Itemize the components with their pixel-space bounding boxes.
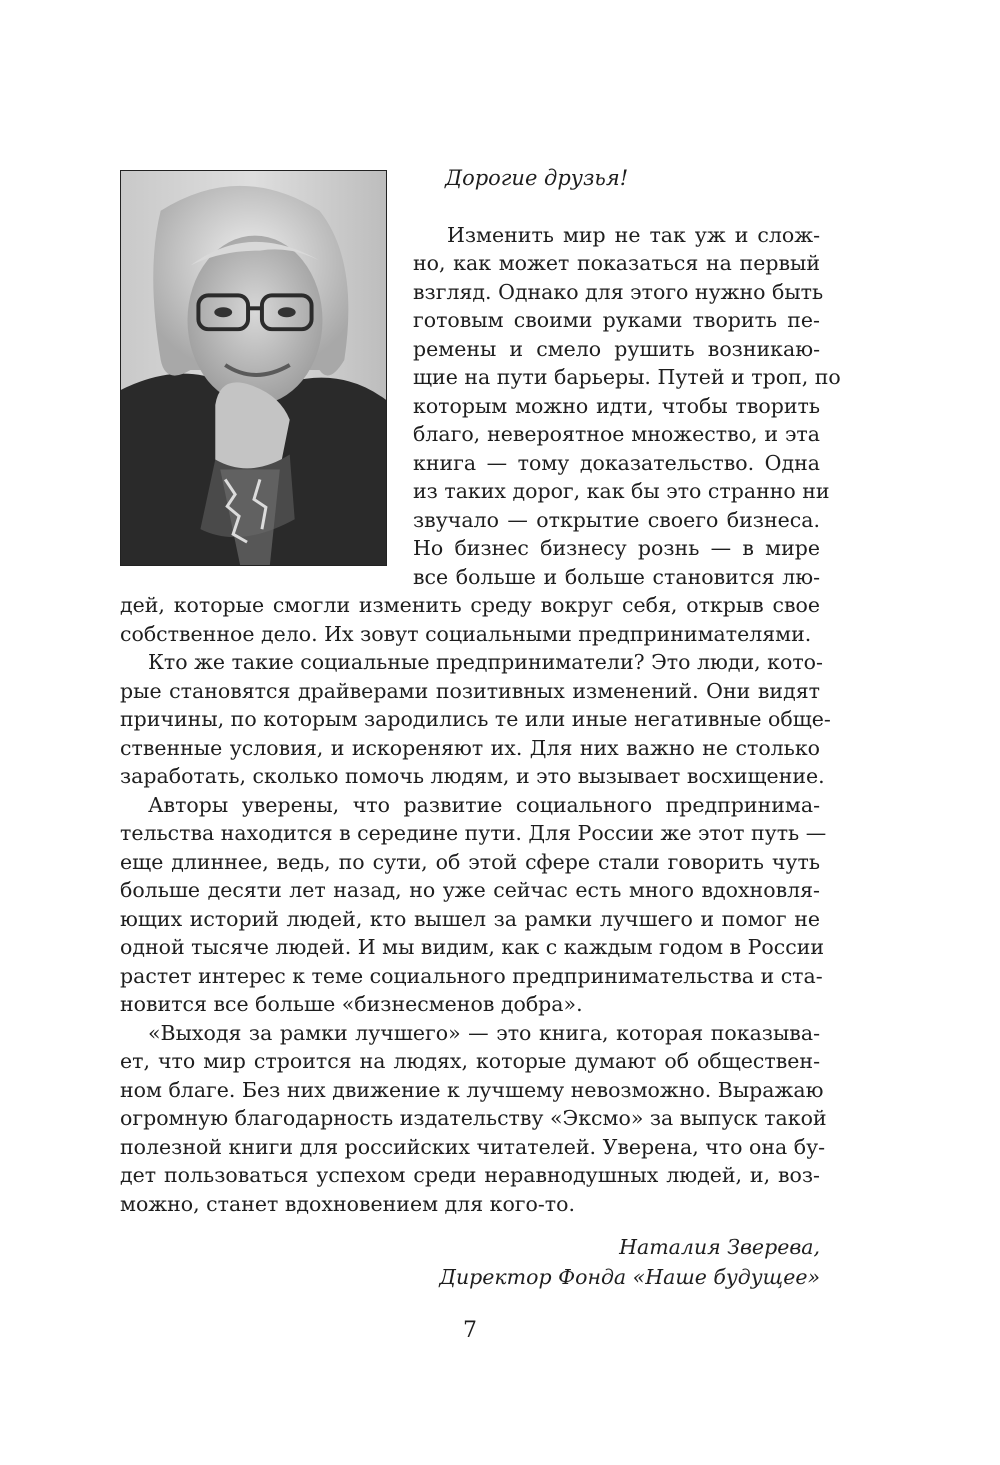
text-line: ремены и смело рушить возникаю- <box>413 337 820 361</box>
text-line: благо, невероятное множество, и эта <box>413 422 820 446</box>
text-line: Кто же такие социальные предприниматели? Это люди, кото- <box>148 650 823 674</box>
text-line: заработать, сколько помочь людям, и это вызывает восхищение. <box>120 764 825 788</box>
text-line: Авторы уверены, что развитие социального предпринима- <box>148 793 820 817</box>
text-line: рые становятся драйверами позитивных изменений. Они видят <box>120 679 820 703</box>
text-line: новится все больше «бизнесменов добра». <box>120 992 583 1016</box>
text-line: причины, по которым зародились те или иные негативные обще- <box>120 707 831 731</box>
text-line: ющих историй людей, кто вышел за рамки лучшего и помог не <box>120 907 820 931</box>
text-line: которым можно идти, чтобы творить <box>413 394 820 418</box>
text-line: собственное дело. Их зовут социальными предпринимателями. <box>120 622 812 646</box>
text-line: дет пользоваться успехом среди неравнодушных людей, и, воз- <box>120 1163 820 1187</box>
portrait-image <box>121 171 386 565</box>
text-line: можно, станет вдохновением для кого-то. <box>120 1192 576 1216</box>
text-line: щие на пути барьеры. Путей и троп, по <box>413 365 841 389</box>
text-line: больше десяти лет назад, но уже сейчас есть много вдохновля- <box>120 878 820 902</box>
greeting: Дорогие друзья! <box>445 166 629 190</box>
page-number: 7 <box>463 1318 477 1343</box>
text-line: готовым своими руками творить пе- <box>413 308 820 332</box>
text-line: огромную благодарность издательству «Эксмо» за выпуск такой <box>120 1106 827 1130</box>
text-line: все больше и больше становится лю- <box>413 565 820 589</box>
text-line: Изменить мир не так уж и слож- <box>447 223 820 247</box>
text-line: Но бизнес бизнесу рознь — в мире <box>413 536 820 560</box>
signature-title: Директор Фонда «Наше будущее» <box>439 1265 820 1289</box>
text-line: но, как может показаться на первый <box>413 251 820 275</box>
text-line: «Выходя за рамки лучшего» — это книга, которая показыва- <box>148 1021 820 1045</box>
text-line: звучало — открытие своего бизнеса. <box>413 508 820 532</box>
text-line: книга — тому доказательство. Одна <box>413 451 820 475</box>
text-line: растет интерес к теме социального предпринимательства и ста- <box>120 964 823 988</box>
text-line: полезной книги для российских читателей. Уверена, что она бу- <box>120 1135 826 1159</box>
author-portrait <box>120 170 387 566</box>
text-line: ет, что мир строится на людях, которые думают об обществен- <box>120 1049 820 1073</box>
text-line: взгляд. Однако для этого нужно быть <box>413 280 824 304</box>
signature-name: Наталия Зверева, <box>619 1235 820 1259</box>
text-line: дей, которые смогли изменить среду вокруг себя, открыв свое <box>120 593 820 617</box>
text-line: ном благе. Без них движение к лучшему невозможно. Выражаю <box>120 1078 824 1102</box>
text-line: из таких дорог, как бы это странно ни <box>413 479 830 503</box>
text-line: еще длиннее, ведь, по сути, об этой сфере стали говорить чуть <box>120 850 820 874</box>
text-line: ственные условия, и искореняют их. Для них важно не столько <box>120 736 820 760</box>
text-line: тельства находится в середине пути. Для России же этот путь — <box>120 821 827 845</box>
text-line: одной тысяче людей. И мы видим, как с каждым годом в России <box>120 935 825 959</box>
